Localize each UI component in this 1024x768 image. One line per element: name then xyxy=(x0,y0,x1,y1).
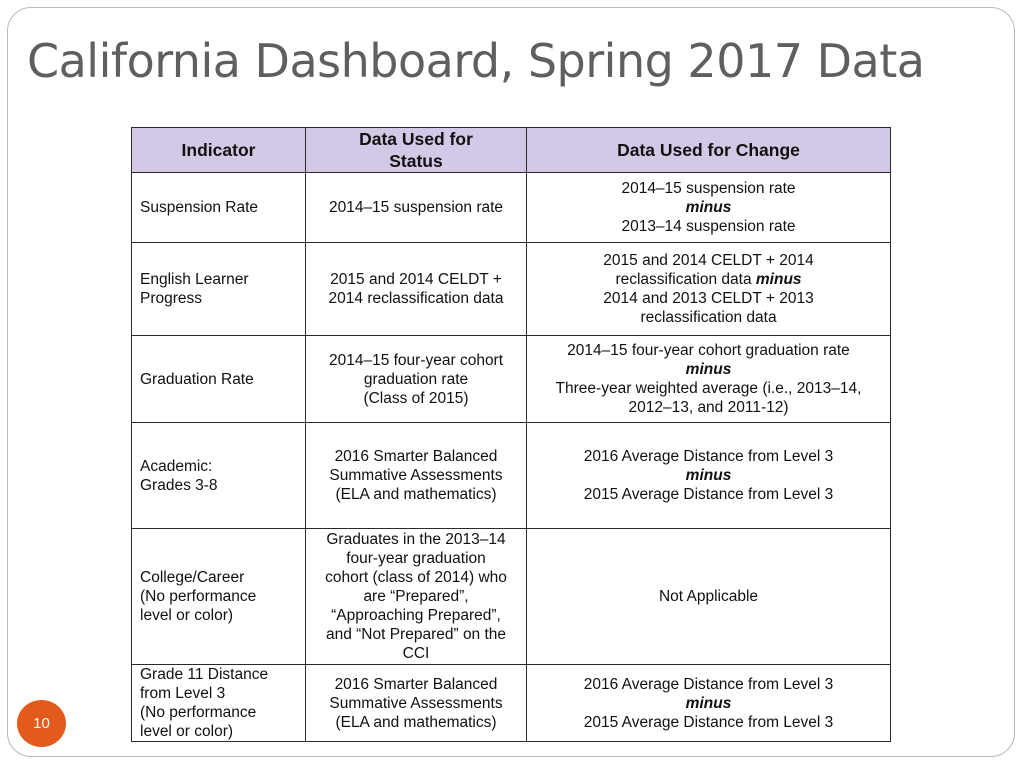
change-cell xyxy=(527,243,891,336)
change-text: 2015 Average Distance from Level 3 xyxy=(583,713,834,731)
status-line: cohort (class of 2014) who xyxy=(325,569,507,586)
minus-label: minus xyxy=(685,694,732,712)
status-line: and “Not Prepared” on the xyxy=(325,626,507,643)
change-text: 2015 Average Distance from Level 3 xyxy=(583,486,834,503)
indicator-cell xyxy=(132,665,306,742)
change-cell xyxy=(527,173,891,243)
status-line: 2014–15 four-year cohort xyxy=(328,351,504,369)
change-line xyxy=(535,289,882,308)
change-line xyxy=(535,447,882,466)
status-line: CCI xyxy=(402,645,430,662)
change-text: reclassification data xyxy=(615,271,756,288)
header-status-line: Data Used for xyxy=(359,129,473,149)
table-row xyxy=(132,665,891,742)
indicator-line: (No performance xyxy=(140,588,257,605)
change-text: 2014–15 four-year cohort graduation rate xyxy=(567,342,850,359)
header-status xyxy=(306,128,527,173)
status-line: (ELA and mathematics) xyxy=(335,486,497,503)
change-line xyxy=(535,179,882,198)
indicator-line: Suspension Rate xyxy=(140,199,259,216)
status-line: four-year graduation xyxy=(346,550,486,567)
status-line: 2014–15 suspension rate xyxy=(328,199,504,216)
status-line: Graduates in the 2013–14 xyxy=(326,531,506,548)
indicator-line: level or color) xyxy=(140,607,234,624)
change-cell xyxy=(527,423,891,529)
change-line xyxy=(535,270,882,289)
header-status-line: Status xyxy=(389,151,443,171)
status-cell xyxy=(306,243,527,336)
status-line: Summative Assessments xyxy=(329,694,503,712)
change-line xyxy=(535,398,882,417)
minus-label: minus xyxy=(755,271,802,288)
indicator-line: from Level 3 xyxy=(140,685,226,702)
change-line xyxy=(535,341,882,360)
status-cell xyxy=(306,665,527,742)
change-cell xyxy=(527,529,891,665)
indicator-line: (No performance xyxy=(140,704,257,721)
indicator-line: Grades 3-8 xyxy=(140,476,218,494)
header-change: Data Used for Change xyxy=(527,128,891,173)
change-line xyxy=(535,198,882,217)
change-text: reclassification data xyxy=(640,309,777,326)
indicator-line: College/Career xyxy=(140,569,245,586)
change-cell xyxy=(527,336,891,423)
minus-label: minus xyxy=(685,199,732,216)
status-line: graduation rate xyxy=(363,370,469,388)
minus-label: minus xyxy=(685,361,732,378)
change-line xyxy=(535,360,882,379)
page-number-badge: 10 xyxy=(17,700,66,747)
status-line: 2016 Smarter Balanced xyxy=(334,675,498,693)
change-line xyxy=(535,713,882,732)
change-line xyxy=(535,379,882,398)
change-line xyxy=(535,694,882,713)
indicator-cell xyxy=(132,173,306,243)
indicator-cell xyxy=(132,336,306,423)
indicator-cell xyxy=(132,243,306,336)
table-body xyxy=(132,173,891,742)
change-text: 2016 Average Distance from Level 3 xyxy=(583,448,834,465)
change-text: 2014–15 suspension rate xyxy=(621,180,796,197)
indicator-line: English Learner xyxy=(140,271,249,288)
table-row xyxy=(132,423,891,529)
table-header-row xyxy=(132,128,891,173)
status-cell xyxy=(306,173,527,243)
status-line: are “Prepared”, xyxy=(363,588,469,605)
change-cell xyxy=(527,665,891,742)
status-line: (ELA and mathematics) xyxy=(335,713,497,731)
change-text: 2012–13, and 2011-12) xyxy=(628,399,789,416)
change-text: 2014 and 2013 CELDT + 2013 xyxy=(603,290,814,307)
status-line: 2014 reclassification data xyxy=(328,290,504,307)
table-row xyxy=(132,529,891,665)
change-line xyxy=(535,466,882,485)
change-line xyxy=(535,251,882,270)
indicator-line: Grade 11 Distance xyxy=(140,666,269,683)
status-line: 2016 Smarter Balanced xyxy=(334,448,498,465)
change-text: 2015 and 2014 CELDT + 2014 xyxy=(603,252,814,269)
indicator-cell xyxy=(132,423,306,529)
header-indicator: Indicator xyxy=(132,128,306,173)
change-line xyxy=(535,217,882,236)
slide-title: California Dashboard, Spring 2017 Data xyxy=(27,34,925,88)
change-line xyxy=(535,485,882,504)
change-line xyxy=(535,587,882,606)
change-text: Not Applicable xyxy=(658,588,759,605)
indicator-line: Academic: xyxy=(140,457,213,475)
table-row xyxy=(132,336,891,423)
indicator-table xyxy=(131,127,891,742)
status-line: (Class of 2015) xyxy=(363,389,469,407)
status-cell xyxy=(306,423,527,529)
status-cell xyxy=(306,336,527,423)
table-row xyxy=(132,173,891,243)
minus-label: minus xyxy=(685,467,732,484)
indicator-cell xyxy=(132,529,306,665)
change-text: 2016 Average Distance from Level 3 xyxy=(583,675,834,693)
status-line: Summative Assessments xyxy=(329,467,503,484)
indicator-line: Graduation Rate xyxy=(140,370,254,388)
indicator-line: Progress xyxy=(140,290,203,307)
change-text: Three-year weighted average (i.e., 2013–14, xyxy=(555,380,862,397)
change-line xyxy=(535,675,882,694)
status-line: 2015 and 2014 CELDT + xyxy=(330,271,502,288)
status-cell xyxy=(306,529,527,665)
table-row xyxy=(132,243,891,336)
change-text: 2013–14 suspension rate xyxy=(621,218,796,235)
indicator-line: level or color) xyxy=(140,723,234,740)
status-line: “Approaching Prepared”, xyxy=(331,607,501,624)
change-line xyxy=(535,308,882,327)
